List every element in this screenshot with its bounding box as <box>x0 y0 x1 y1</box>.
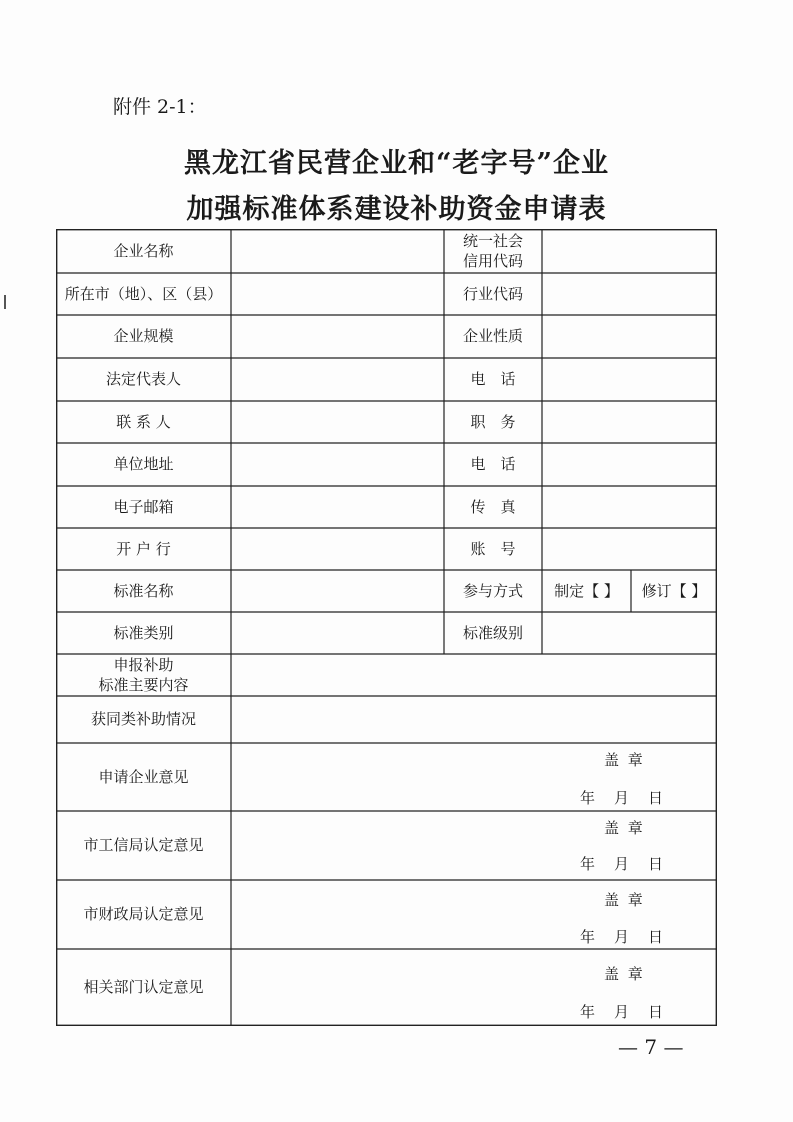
label-phone-2: 电 话 <box>470 455 516 474</box>
label-city-it-opinion: 市工信局认定意见 <box>83 836 204 855</box>
label-fax: 传 真 <box>470 497 516 516</box>
label-contact: 联 系 人 <box>116 412 171 431</box>
label-nature: 企业性质 <box>462 327 523 346</box>
label-bank: 开 户 行 <box>116 539 171 558</box>
label-participation: 参与方式 <box>462 581 523 600</box>
label-standard-type: 标准类别 <box>113 623 174 642</box>
date-text-4: 年 月 日 <box>580 1003 666 1021</box>
date-text-3: 年 月 日 <box>580 928 666 946</box>
label-location: 所在市（地）、区（县） <box>64 284 223 303</box>
label-position: 职 务 <box>470 412 516 431</box>
label-company-opinion: 申请企业意见 <box>98 767 189 786</box>
label-industry-code: 行业代码 <box>462 284 523 303</box>
label-company-name: 企业名称 <box>113 241 174 260</box>
page-number: — 7 — <box>618 1035 684 1059</box>
scan-edge-mark <box>4 295 6 309</box>
label-standard-name: 标准名称 <box>113 581 174 600</box>
attachment-label: 附件 2-1： <box>113 96 207 118</box>
label-similar-subsidy: 获同类补助情况 <box>90 710 196 729</box>
option-revise: 修订【 】 <box>641 581 707 600</box>
title-line-1: 黑龙江省民营企业和“老字号”企业 <box>183 148 610 179</box>
label-email: 电子邮箱 <box>113 497 174 516</box>
option-formulate: 制定【 】 <box>554 581 619 600</box>
label-address: 单位地址 <box>113 455 174 474</box>
label-city-finance-opinion: 市财政局认定意见 <box>83 905 204 924</box>
seal-text-4: 盖 章 <box>604 965 645 983</box>
label-standard-level: 标准级别 <box>462 623 523 642</box>
date-text-2: 年 月 日 <box>580 855 666 873</box>
label-account: 账 号 <box>470 539 516 558</box>
label-scale: 企业规模 <box>113 327 174 346</box>
label-legal-rep: 法定代表人 <box>105 370 181 389</box>
seal-text-1: 盖 章 <box>604 751 645 769</box>
label-phone-1: 电 话 <box>470 370 516 389</box>
label-dept-opinion: 相关部门认定意见 <box>83 977 204 996</box>
seal-text-2: 盖 章 <box>604 819 645 837</box>
application-form <box>56 229 717 1026</box>
seal-text-3: 盖 章 <box>604 891 645 909</box>
date-text-1: 年 月 日 <box>580 789 666 807</box>
title-line-2: 加强标准体系建设补助资金申请表 <box>186 194 607 225</box>
label-credit-code: 统一社会 信用代码 <box>462 231 523 270</box>
label-apply-subsidy: 申报补助 标准主要内容 <box>98 655 189 694</box>
